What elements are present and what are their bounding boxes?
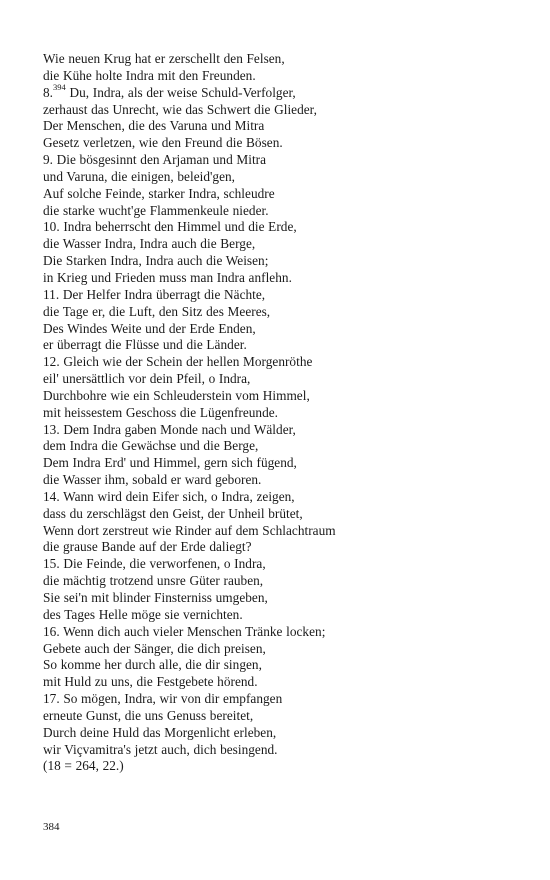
poem-line [43, 118, 336, 135]
poem-text-block [43, 51, 336, 775]
poem-line-text: die starke wucht'ge Flammenkeule nieder. [43, 202, 269, 218]
poem-line-text: und Varuna, die einigen, beleid'gen, [43, 168, 236, 184]
poem-line [43, 135, 336, 152]
poem-line-text: Der Menschen, die des Varuna und Mitra [43, 118, 265, 134]
poem-line [43, 641, 336, 658]
poem-line [43, 556, 336, 573]
poem-line-text: Die Starken Indra, Indra auch die Weisen; [43, 253, 269, 269]
poem-line-text: So komme her durch alle, die dir singen, [43, 657, 262, 673]
poem-line-text: 14. Wann wird dein Eifer sich, o Indra, zeigen, [43, 488, 295, 504]
poem-line [43, 304, 336, 321]
poem-line [43, 371, 336, 388]
poem-line-text: Dem Indra Erd' und Himmel, gern sich fügend, [43, 455, 297, 471]
poem-line [43, 523, 336, 540]
poem-line-text: 9. Die bösgesinnt den Arjaman und Mitra [43, 152, 267, 168]
poem-line-text: 10. Indra beherrscht den Himmel und die Erde, [43, 219, 297, 235]
footnote-marker: 394 [53, 82, 66, 93]
poem-line [43, 169, 336, 186]
poem-line-text: mit Huld zu uns, die Festgebete hörend. [43, 674, 258, 690]
poem-line [43, 590, 336, 607]
poem-line [43, 354, 336, 371]
poem-line-text: Wie neuen Krug hat er zerschellt den Felsen, [43, 51, 285, 66]
poem-line [43, 337, 336, 354]
poem-line [43, 102, 336, 119]
poem-line [43, 405, 336, 422]
poem-line-text: mit heissestem Geschoss die Lügenfreunde. [43, 404, 279, 420]
poem-line [43, 82, 336, 102]
page-number: 384 [43, 821, 60, 833]
poem-line-text: die mächtig trotzend unsre Güter rauben, [43, 573, 264, 589]
poem-line-text: in Krieg und Frieden muss man Indra anflehn. [43, 269, 292, 285]
poem-line [43, 725, 336, 742]
poem-line-text: die Wasser ihm, sobald er ward geboren. [43, 472, 262, 488]
poem-line-text: 11. Der Helfer Indra überragt die Nächte, [43, 286, 266, 302]
poem-line-text: Auf solche Feinde, starker Indra, schleudre [43, 185, 275, 201]
poem-line-text: die Tage er, die Luft, den Sitz des Meeres, [43, 303, 271, 319]
poem-line [43, 422, 336, 439]
poem-line [43, 506, 336, 523]
poem-line [43, 758, 336, 775]
poem-line [43, 253, 336, 270]
poem-line-text: Gebete auch der Sänger, die dich preisen, [43, 640, 266, 656]
poem-line-text: Wenn dort zerstreut wie Rinder auf dem Schlachtraum [43, 522, 336, 538]
poem-line-text: Sie sei'n mit blinder Finsterniss umgeben, [43, 590, 268, 605]
poem-line [43, 438, 336, 455]
poem-line [43, 388, 336, 405]
poem-line-text: Gesetz verletzen, wie den Freund die Bösen. [43, 135, 283, 151]
poem-line-text: die grause Bande auf der Erde daliegt? [43, 539, 252, 555]
poem-line-text: dem Indra die Gewächse und die Berge, [43, 438, 259, 454]
poem-line [43, 455, 336, 472]
poem-line-text: die Wasser Indra, Indra auch die Berge, [43, 236, 256, 252]
poem-line [43, 236, 336, 253]
poem-line [43, 51, 336, 68]
poem-line [43, 624, 336, 641]
poem-line-text: 8. [43, 84, 54, 100]
poem-line [43, 742, 336, 759]
poem-line-text: Durchbohre wie ein Schleuderstein vom Himmel, [43, 387, 310, 403]
poem-line-text: 12. Gleich wie der Schein der hellen Morgenröthe [43, 354, 313, 370]
poem-line-text: 15. Die Feinde, die verworfenen, o Indra, [43, 556, 266, 572]
poem-line [43, 573, 336, 590]
poem-line [43, 203, 336, 220]
poem-line-text: erneute Gunst, die uns Genuss bereitet, [43, 707, 254, 723]
poem-line-text: 13. Dem Indra gaben Monde nach und Wälder, [43, 421, 296, 437]
poem-line-text: Durch deine Huld das Morgenlicht erleben, [43, 724, 277, 740]
poem-line-text: (18 = 264, 22.) [43, 758, 124, 774]
poem-line [43, 186, 336, 203]
poem-line [43, 489, 336, 506]
poem-line-text: dass du zerschlägst den Geist, der Unheil brütet, [43, 505, 303, 521]
poem-line [43, 691, 336, 708]
poem-line [43, 674, 336, 691]
poem-line [43, 270, 336, 287]
poem-line-text: zerhaust das Unrecht, wie das Schwert die Glieder, [43, 101, 317, 117]
poem-line [43, 287, 336, 304]
poem-line-text-continued: Du, Indra, als der weise Schuld-Verfolger, [65, 84, 296, 100]
poem-line-text: Des Windes Weite und der Erde Enden, [43, 320, 256, 336]
poem-line-text: die Kühe holte Indra mit den Freunden. [43, 67, 256, 83]
poem-line-text: wir Viçvamitra's jetzt auch, dich besingend. [43, 741, 278, 757]
poem-line [43, 152, 336, 169]
poem-line [43, 708, 336, 725]
poem-line [43, 539, 336, 556]
poem-line-text: eil' unersättlich vor dein Pfeil, o Indra, [43, 371, 251, 387]
poem-line-text: er überragt die Flüsse und die Länder. [43, 337, 247, 353]
poem-line [43, 607, 336, 624]
poem-line [43, 219, 336, 236]
poem-line-text: des Tages Helle möge sie vernichten. [43, 606, 243, 622]
poem-line [43, 657, 336, 674]
poem-line [43, 472, 336, 489]
poem-line-text: 16. Wenn dich auch vieler Menschen Tränke locken; [43, 623, 326, 639]
poem-line-text: 17. So mögen, Indra, wir von dir empfangen [43, 691, 283, 707]
poem-line [43, 321, 336, 338]
poem-line [43, 68, 336, 85]
